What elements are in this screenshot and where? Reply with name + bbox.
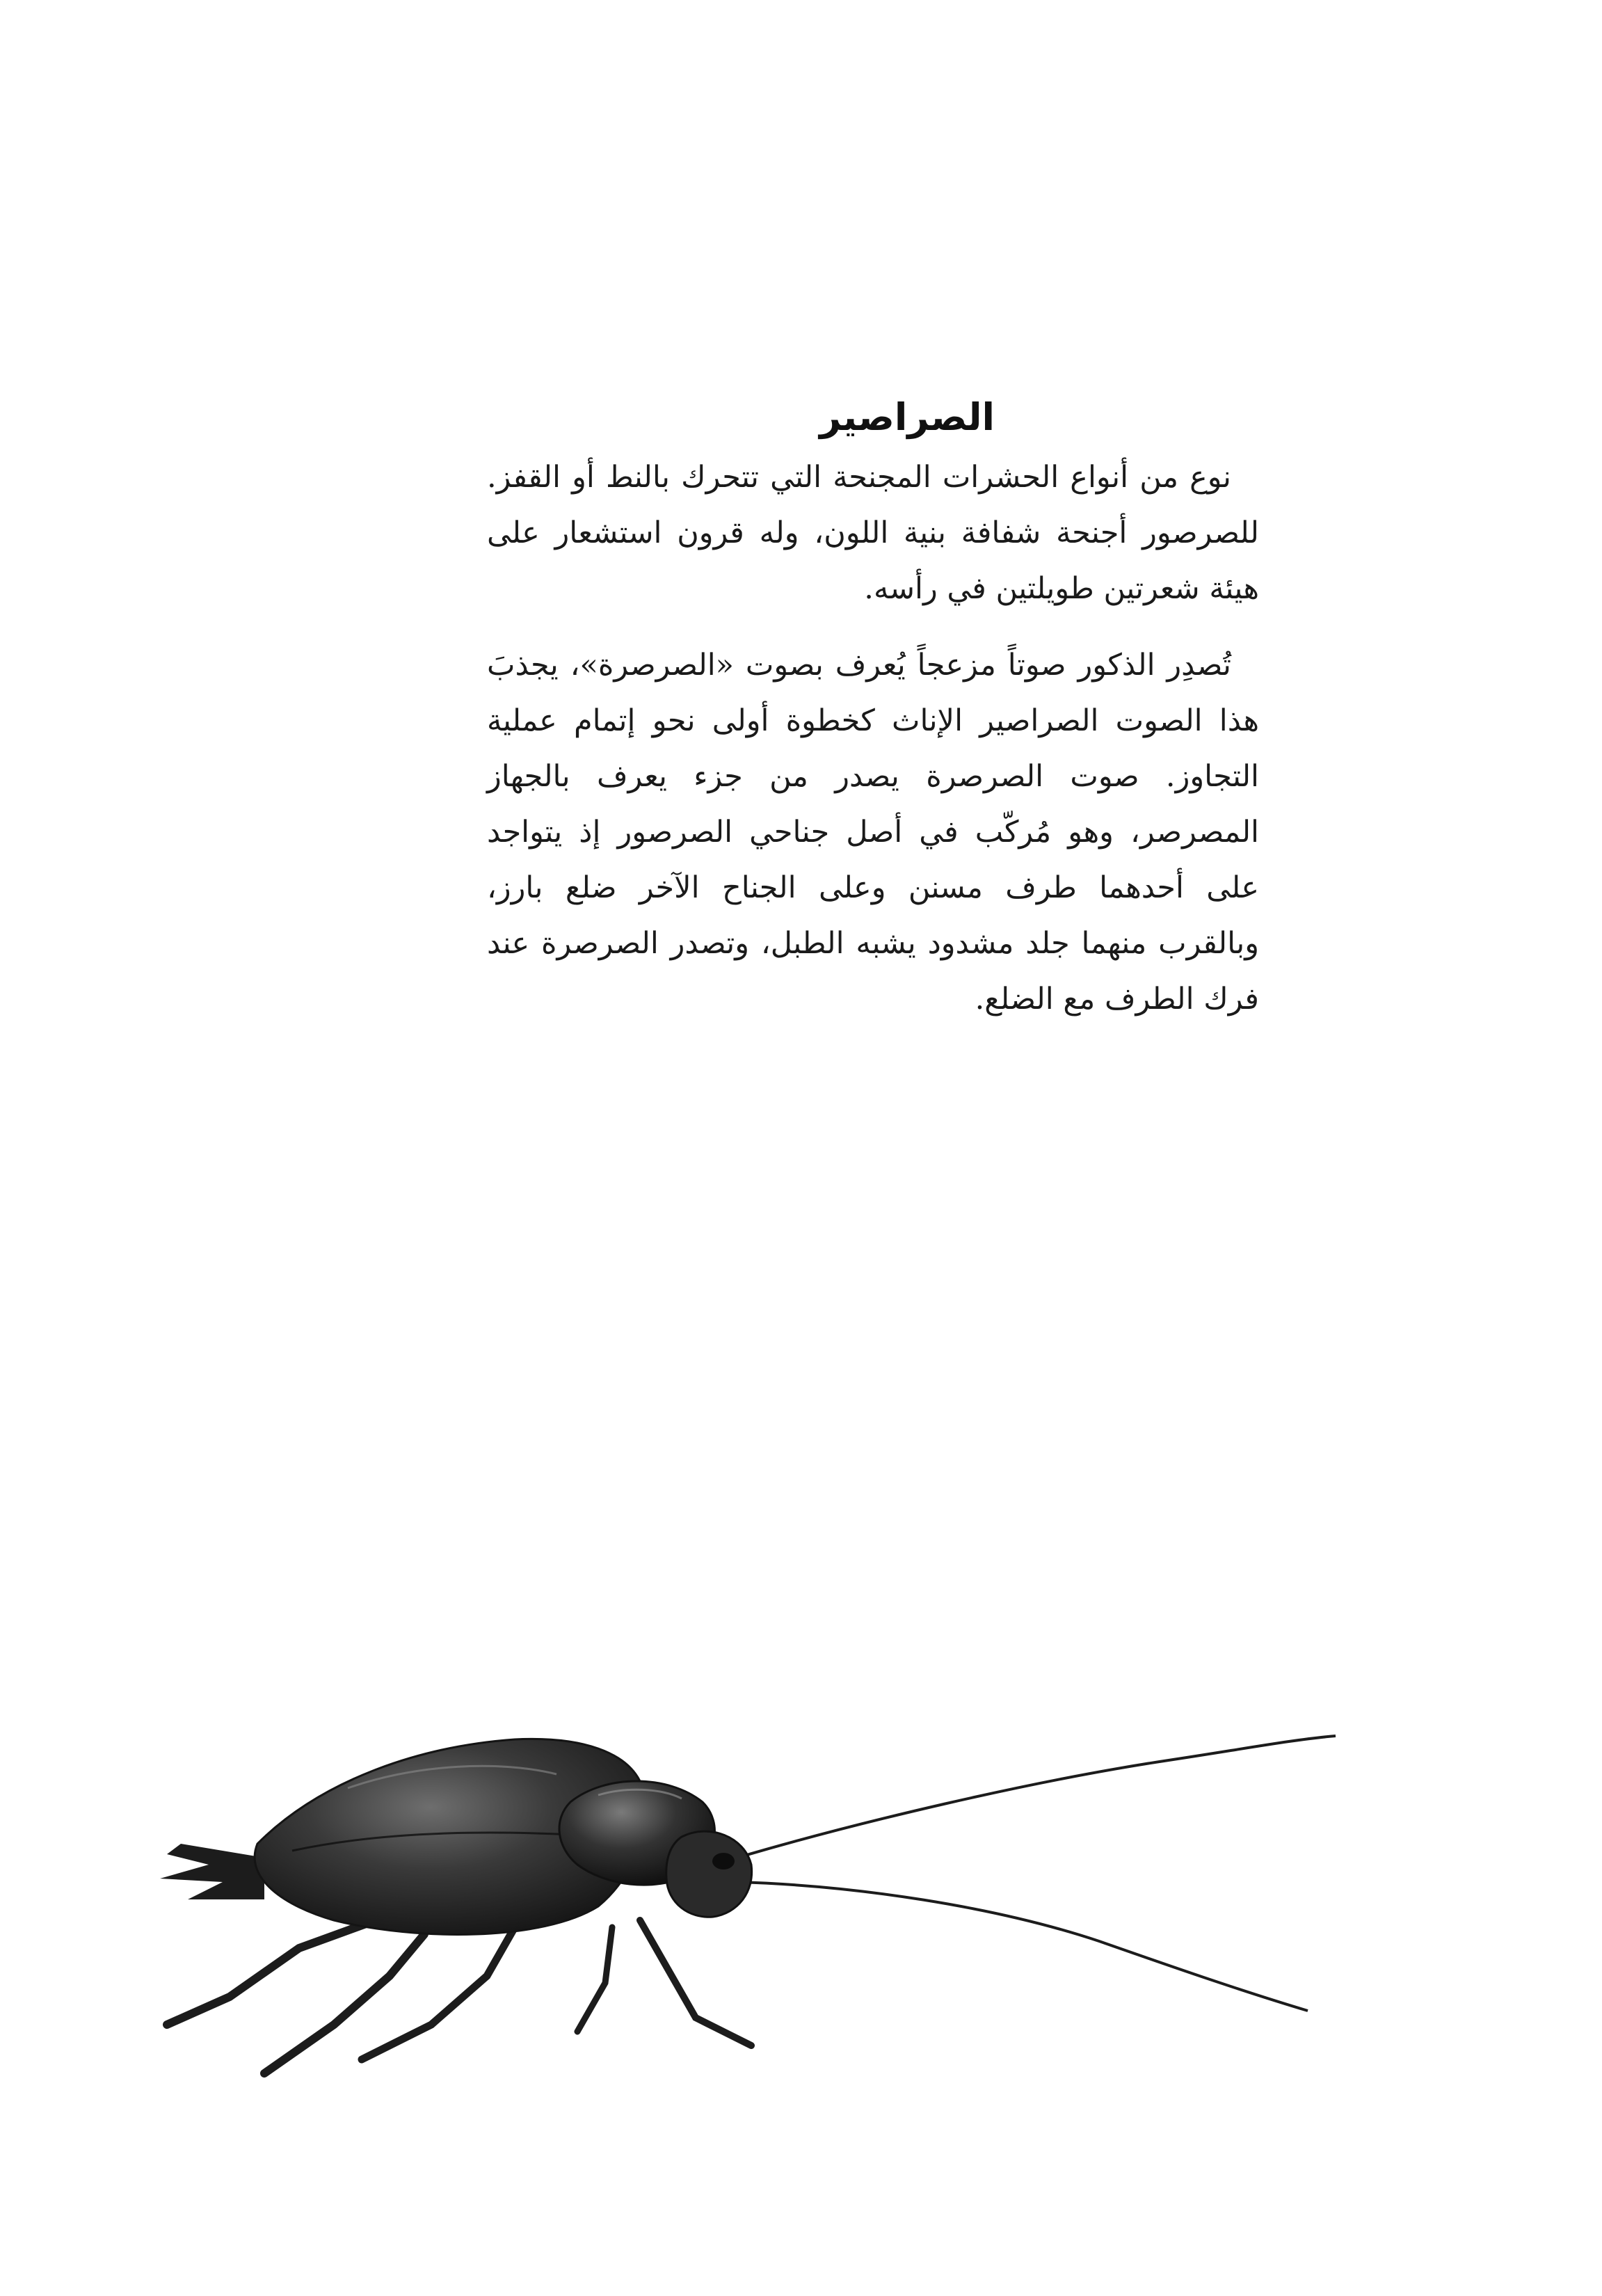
cockroach-drawing <box>125 1698 1419 2087</box>
article-body <box>487 390 1259 1027</box>
article-title: الصراصير <box>819 395 995 439</box>
leg-front-1 <box>640 1920 751 2046</box>
article-paragraph-1: نوع من أنواع الحشرات المجنحة التي تتحرك بالنط أو القفز. للصرصور أجنحة شفافة بنية اللون، وله قرون استشعار على هيئة شعرتين طويلتين في رأسه. <box>487 460 1259 606</box>
leg-front-2 <box>577 1927 612 2032</box>
cockroach-illustration <box>125 1698 1419 2087</box>
antenna-lower <box>737 1882 1308 2011</box>
abdomen-fringe <box>160 1844 264 1899</box>
article-paragraph-2: تُصدِر الذكور صوتاً مزعجاً يُعرف بصوت «الصرصرة»، يجذبَ هذا الصوت الصراصير الإناث كخطوة أولى نحو إتمام عملية التجاوز. صوت الصرصرة يصدر من جزء يعرف بالجهاز المصرصر، وهو مُركّب في أصل جناحي الصرصور إذ يتواجد على أحدهما طرف مسنن وعلى الجناح الآخر ضلع بارز، وبالقرب منهما جلد مشدود يشبه الطبل، وتصدر الصرصرة عند فرك الطرف مع الضلع. <box>487 648 1259 1017</box>
cockroach-head <box>666 1831 752 1917</box>
leg-mid-1 <box>362 1927 515 2059</box>
leg-back-1 <box>167 1920 376 2025</box>
antenna-upper <box>737 1736 1336 1858</box>
cockroach-eye <box>712 1853 735 1870</box>
